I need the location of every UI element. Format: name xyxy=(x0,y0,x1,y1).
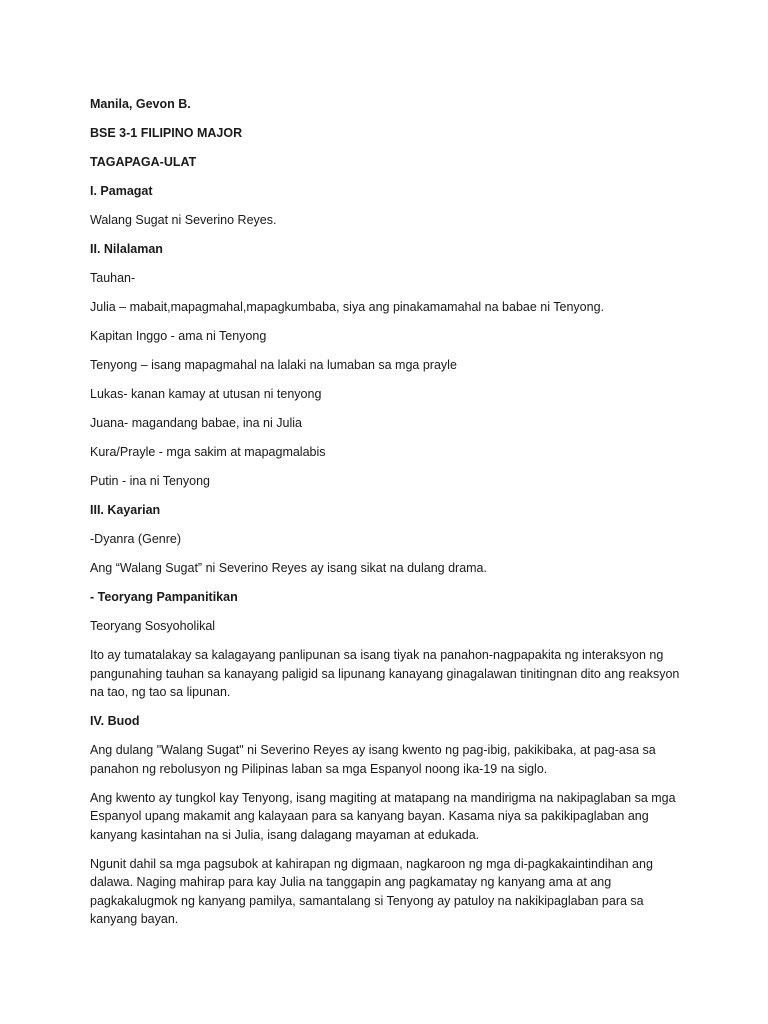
author-name: Manila, Gevon B. xyxy=(90,97,191,111)
document-body xyxy=(90,95,690,939)
reporter-role: TAGAPAGA-ULAT xyxy=(90,155,197,169)
summary-paragraph-3: Ngunit dahil sa mga pagsubok at kahirapan ng digmaan, nagkaroon ng mga di-pagkakaintindihan ang dalawa. Naging mahirap para kay Julia na tanggapin ang pagkamatay ng kanyang ama at ang pagkakalugmok ng kanyang pamilya, samantalang si Tenyong ay patuloy na nakikipaglaban para sa kanyang bayan. xyxy=(90,856,653,926)
characters-label: Tauhan- xyxy=(90,271,136,285)
course-section: BSE 3-1 FILIPINO MAJOR xyxy=(90,126,243,140)
title-text: Walang Sugat ni Severino Reyes. xyxy=(90,213,277,227)
character-putin: Putin - ina ni Tenyong xyxy=(90,474,210,488)
section-heading-pamagat: I. Pamagat xyxy=(90,184,153,198)
character-kura-prayle: Kura/Prayle - mga sakim at mapagmalabis xyxy=(90,445,326,459)
section-heading-kayarian: III. Kayarian xyxy=(90,503,161,517)
summary-paragraph-1: Ang dulang "Walang Sugat" ni Severino Reyes ay isang kwento ng pag-ibig, pakikibaka, at pag-asa sa panahon ng rebolusyon ng Pilipinas laban sa mga Espanyol noong ika-19 na siglo. xyxy=(90,743,656,776)
theory-name: Teoryang Sosyoholikal xyxy=(90,619,216,633)
character-juana: Juana- magandang babae, ina ni Julia xyxy=(90,416,302,430)
theory-paragraph: Ito ay tumatalakay sa kalagayang panlipunan sa isang tiyak na panahon-nagpapakita ng interaksyon ng pangunahing tauhan sa kanayang paligid sa lipunang kanayang ginagalawan tinitingnan dito ang reaksyon na tao, ng tao sa lipunan. xyxy=(90,648,680,699)
section-heading-nilalaman: II. Nilalaman xyxy=(90,242,163,256)
genre-label: -Dyanra (Genre) xyxy=(90,532,181,546)
theory-label: - Teoryang Pampanitikan xyxy=(90,590,238,604)
genre-text: Ang “Walang Sugat” ni Severino Reyes ay isang sikat na dulang drama. xyxy=(90,561,487,575)
character-lukas: Lukas- kanan kamay at utusan ni tenyong xyxy=(90,387,322,401)
character-julia: Julia – mabait,mapagmahal,mapagkumbaba, siya ang pinakamamahal na babae ni Tenyong. xyxy=(90,300,604,314)
summary-paragraph-2: Ang kwento ay tungkol kay Tenyong, isang magiting at matapang na mandirigma na nakipaglaban sa mga Espanyol upang makamit ang kalayaan para sa kanyang bayan. Kasama niya sa pakikipaglaban ang kanyang kasintahan na si Julia, isang dalagang mayaman at edukada. xyxy=(90,790,676,842)
character-tenyong: Tenyong – isang mapagmahal na lalaki na lumaban sa mga prayle xyxy=(90,358,457,372)
section-heading-buod: IV. Buod xyxy=(90,714,140,728)
character-kapitan-inggo: Kapitan Inggo - ama ni Tenyong xyxy=(90,329,267,343)
